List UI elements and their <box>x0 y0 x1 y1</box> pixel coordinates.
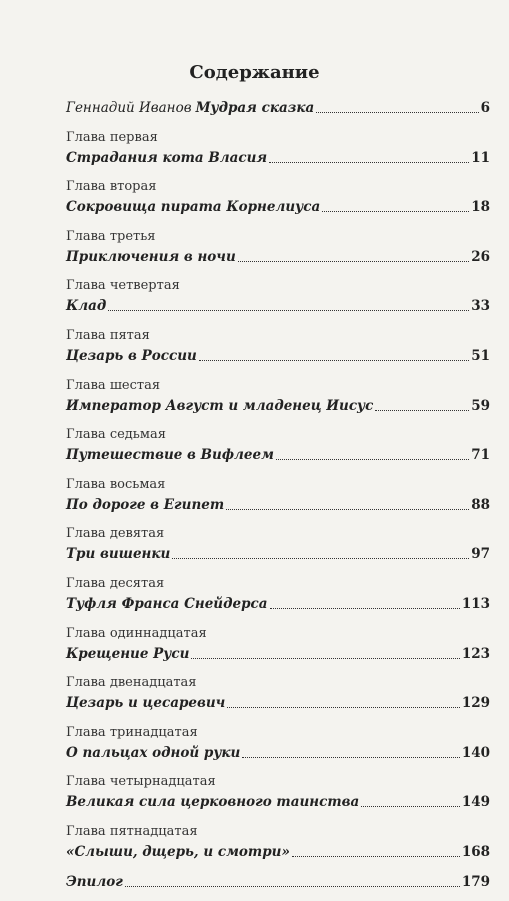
toc-row <box>66 594 490 614</box>
chapter-label: Глава одиннадцатая <box>66 625 207 641</box>
chapter-label: Глава третья <box>66 228 156 244</box>
entry-title: «Слыши, дщерь, и смотри» <box>66 843 290 860</box>
chapter-label: Глава четырнадцатая <box>66 774 216 790</box>
dot-leader <box>226 509 469 510</box>
entry-page-number: 71 <box>471 447 490 464</box>
dot-leader <box>242 757 459 758</box>
entry-page-number: 97 <box>471 546 490 563</box>
toc-entry-chapter-5[interactable] <box>66 326 490 366</box>
dot-leader <box>191 658 459 659</box>
toc-entry-chapter-15[interactable] <box>66 822 490 862</box>
entry-page-number: 140 <box>461 744 490 761</box>
toc-entry-chapter-11[interactable] <box>66 624 490 664</box>
toc-entry-chapter-10[interactable] <box>66 574 490 614</box>
toc-row <box>66 247 490 267</box>
entry-page-number: 51 <box>471 347 490 364</box>
chapter-label: Глава четвертая <box>66 278 180 294</box>
entry-page-number: 123 <box>461 645 490 662</box>
entry-title: Крещение Руси <box>66 645 190 662</box>
chapter-label: Глава седьмая <box>66 427 166 443</box>
toc-row <box>66 396 490 416</box>
entry-page-number: 26 <box>471 248 490 265</box>
entry-title: Туфля Франса Снейдерса <box>66 595 268 612</box>
page-title: Содержание <box>189 62 320 83</box>
toc-entry-chapter-9[interactable] <box>66 524 490 564</box>
entry-title: Приключения в ночи <box>66 248 236 265</box>
chapter-label: Глава десятая <box>66 575 165 591</box>
table-of-contents <box>66 98 490 901</box>
entry-title: По дороге в Египет <box>66 496 225 513</box>
entry-title: Цезарь в России <box>66 347 197 364</box>
toc-row <box>66 148 490 168</box>
entry-title: Цезарь и цесаревич <box>66 695 226 712</box>
entry-title: Клад <box>66 298 107 315</box>
toc-row <box>66 644 490 664</box>
toc-entry-chapter-3[interactable] <box>66 227 490 267</box>
toc-entry-chapter-4[interactable] <box>66 276 490 316</box>
entry-title: О пальцах одной руки <box>66 744 241 761</box>
entry-page-number: 88 <box>471 496 490 513</box>
dot-leader <box>276 459 469 460</box>
toc-entry-chapter-13[interactable] <box>66 723 490 763</box>
dot-leader <box>227 707 459 708</box>
entry-page-number: 168 <box>461 843 490 860</box>
entry-page-number: 179 <box>461 873 490 890</box>
dot-leader <box>199 360 469 361</box>
toc-entry-chapter-12[interactable] <box>66 673 490 713</box>
chapter-label: Глава пятая <box>66 327 150 343</box>
toc-row <box>66 495 490 515</box>
toc-row <box>66 743 490 763</box>
toc-row <box>66 872 490 892</box>
chapter-label: Глава первая <box>66 129 158 145</box>
toc-entry-chapter-8[interactable] <box>66 475 490 515</box>
chapter-label: Глава девятая <box>66 526 165 542</box>
entry-title: Мудрая сказка <box>195 100 315 116</box>
entry-title: Три вишенки <box>66 546 171 563</box>
chapter-label: Глава шестая <box>66 377 161 393</box>
dot-leader <box>269 162 469 163</box>
chapter-label: Глава двенадцатая <box>66 675 197 691</box>
entry-title: Сокровища пирата Корнелиуса <box>66 199 321 216</box>
toc-entry-epilogue[interactable] <box>66 872 490 892</box>
dot-leader <box>361 806 460 807</box>
toc-row <box>66 296 490 316</box>
chapter-label: Глава тринадцатая <box>66 724 198 740</box>
toc-row <box>66 98 490 118</box>
dot-leader <box>125 886 460 887</box>
entry-title: Великая сила церковного таинства <box>66 794 360 811</box>
toc-entry-chapter-7[interactable] <box>66 425 490 465</box>
entry-page-number: 33 <box>471 298 490 315</box>
dot-leader <box>322 211 469 212</box>
toc-entry-foreword[interactable] <box>66 98 490 118</box>
entry-title: Император Август и младенец Иисус <box>66 397 374 414</box>
entry-author: Геннадий Иванов <box>66 100 192 116</box>
dot-leader <box>238 261 469 262</box>
entry-page-number: 18 <box>471 199 490 216</box>
dot-leader <box>292 856 460 857</box>
chapter-label: Глава вторая <box>66 179 157 195</box>
toc-row <box>66 346 490 366</box>
chapter-label: Глава пятнадцатая <box>66 823 198 839</box>
entry-page-number: 113 <box>461 595 490 612</box>
dot-leader <box>108 310 469 311</box>
dot-leader <box>375 410 469 411</box>
dot-leader <box>270 608 460 609</box>
toc-row <box>66 792 490 812</box>
toc-row <box>66 197 490 217</box>
toc-row <box>66 445 490 465</box>
toc-entry-chapter-1[interactable] <box>66 128 490 168</box>
toc-row <box>66 544 490 564</box>
toc-entry-chapter-14[interactable] <box>66 772 490 812</box>
chapter-label: Глава восьмая <box>66 476 166 492</box>
entry-title: Путешествие в Вифлеем <box>66 447 274 464</box>
toc-row <box>66 693 490 713</box>
entry-page-number: 11 <box>471 149 490 166</box>
entry-page-number: 59 <box>471 397 490 414</box>
dot-leader <box>316 112 478 113</box>
entry-title: Страдания кота Власия <box>66 149 268 166</box>
entry-page-number: 6 <box>480 100 490 116</box>
toc-row <box>66 842 490 862</box>
toc-entry-chapter-2[interactable] <box>66 177 490 217</box>
entry-page-number: 129 <box>461 695 490 712</box>
dot-leader <box>172 558 469 559</box>
entry-title: Эпилог <box>66 873 123 890</box>
toc-entry-chapter-6[interactable] <box>66 376 490 416</box>
entry-page-number: 149 <box>461 794 490 811</box>
